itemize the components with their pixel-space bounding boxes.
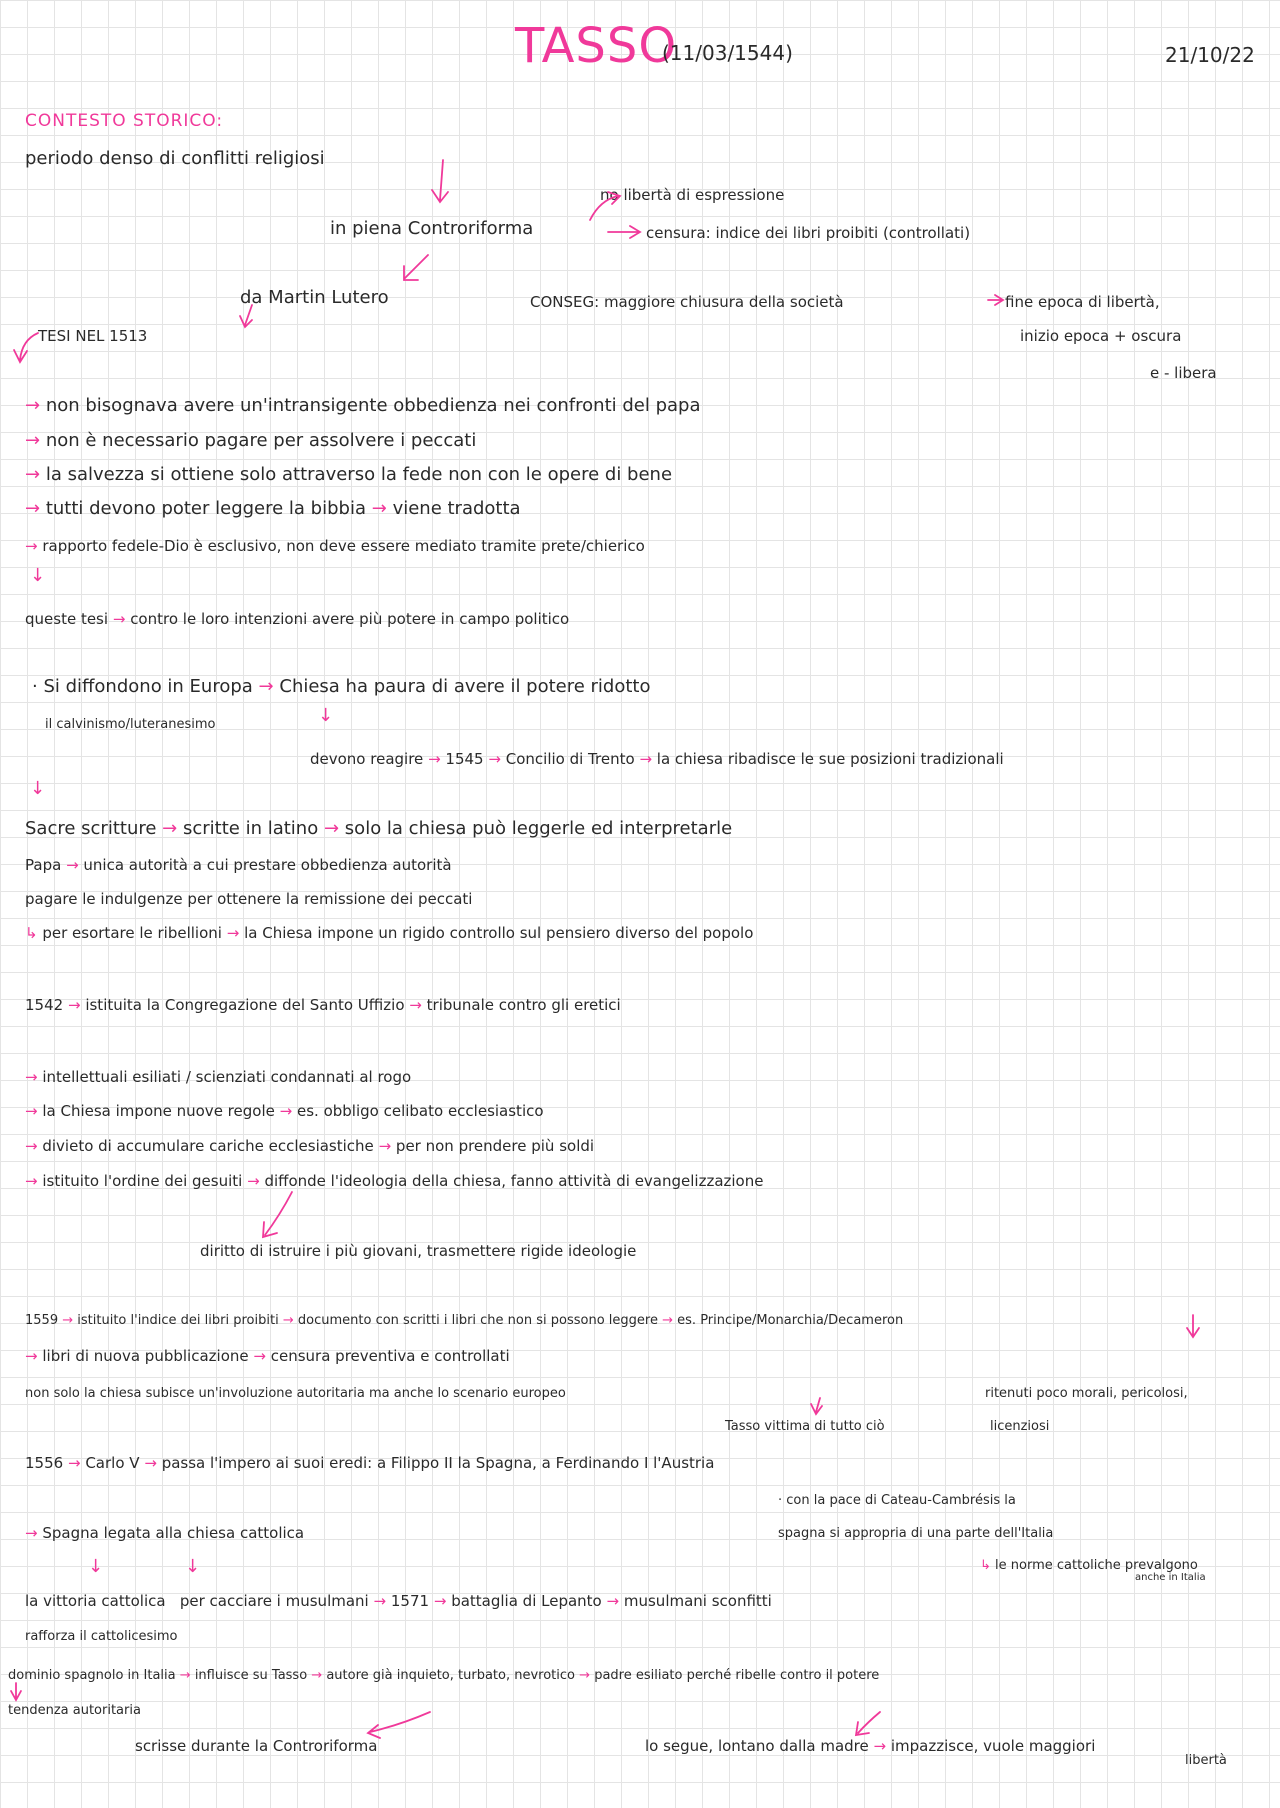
text-line: il calvinismo/luteranesimo: [45, 717, 216, 732]
text-line: scrisse durante la Controriforma: [135, 1737, 378, 1755]
bullet-line: → tutti devono poter leggere la bibbia → viene tradotta: [25, 498, 521, 519]
text-line: Tasso vittima di tutto ciò: [725, 1419, 885, 1434]
text-line: libertà: [1185, 1753, 1227, 1768]
down-arrow: ↓: [30, 565, 46, 586]
text-line: diritto di istruire i più giovani, trasmettere rigide ideologie: [200, 1242, 637, 1260]
note-date: 21/10/22: [1165, 43, 1255, 67]
text-line: inizio epoca + oscura: [1020, 327, 1182, 345]
text-line: devono reagire → 1545 → Concilio di Trento → la chiesa ribadisce le sue posizioni tradizionali: [310, 750, 1004, 768]
down-arrow: ↓: [88, 1556, 104, 1577]
text-line: dominio spagnolo in Italia → influisce su Tasso → autore già inquieto, turbato, nevrotico → padre esiliato perché ribelle contro il potere: [8, 1668, 880, 1683]
down-arrow: ↓: [318, 705, 334, 726]
bullet-line: → rapporto fedele-Dio è esclusivo, non deve essere mediato tramite prete/chierico: [25, 537, 645, 555]
text-line: · Si diffondono in Europa → Chiesa ha paura di avere il potere ridotto: [32, 676, 651, 697]
page-title: TASSO: [515, 18, 678, 74]
bullet-line: → non bisognava avere un'intransigente obbedienza nei confronti del papa: [25, 395, 701, 416]
bullet-line: → libri di nuova pubblicazione → censura preventiva e controllati: [25, 1347, 510, 1365]
text-line: no libertà di espressione: [600, 186, 785, 204]
text-line: rafforza il cattolicesimo: [25, 1629, 178, 1644]
bullet-line: → non è necessario pagare per assolvere i peccati: [25, 430, 477, 451]
bullet-line: → la salvezza si ottiene solo attraverso la fede non con le opere di bene: [25, 464, 673, 485]
bullet-line: → la Chiesa impone nuove regole → es. obbligo celibato ecclesiastico: [25, 1102, 544, 1120]
text-line: 1542 → istituita la Congregazione del Santo Uffizio → tribunale contro gli eretici: [25, 996, 621, 1014]
text-line: spagna si appropria di una parte dell'Italia: [778, 1526, 1054, 1541]
bullet-line: → Spagna legata alla chiesa cattolica: [25, 1524, 305, 1542]
text-line: licenziosi: [990, 1419, 1050, 1434]
text-line: · con la pace di Cateau-Cambrésis la: [778, 1493, 1016, 1508]
text-line: e - libera: [1150, 364, 1217, 382]
text-line: Sacre scritture → scritte in latino → solo la chiesa può leggerle ed interpretarle: [25, 818, 733, 839]
text-line: ↳ per esortare le ribellioni → la Chiesa impone un rigido controllo sul pensiero diverso del popolo: [25, 924, 754, 942]
text-line: queste tesi → contro le loro intenzioni avere più potere in campo politico: [25, 610, 570, 628]
text-line: anche in Italia: [1135, 1572, 1206, 1583]
text-line: ↳ le norme cattoliche prevalgono: [980, 1558, 1198, 1573]
text-line: censura: indice dei libri proibiti (controllati): [646, 224, 971, 242]
text-line: la vittoria cattolica per cacciare i musulmani → 1571 → battaglia di Lepanto → musulmani sconfitti: [25, 1592, 772, 1610]
text-line: non solo la chiesa subisce un'involuzione autoritaria ma anche lo scenario europeo: [25, 1386, 566, 1401]
text-line: periodo denso di conflitti religiosi: [25, 148, 325, 169]
birth-date: (11/03/1544): [662, 41, 793, 65]
text-line: pagare le indulgenze per ottenere la remissione dei peccati: [25, 890, 473, 908]
text-line: ritenuti poco morali, pericolosi,: [985, 1386, 1188, 1401]
bullet-line: → divieto di accumulare cariche ecclesiastiche → per non prendere più soldi: [25, 1137, 595, 1155]
text-line: tendenza autoritaria: [8, 1703, 141, 1718]
text-line: CONSEG: maggiore chiusura della società: [530, 293, 844, 311]
bullet-line: → intellettuali esiliati / scienziati condannati al rogo: [25, 1068, 412, 1086]
text-line: TESI NEL 1513: [38, 327, 148, 345]
down-arrow: ↓: [185, 1556, 201, 1577]
text-line: 1556 → Carlo V → passa l'impero ai suoi eredi: a Filippo II la Spagna, a Ferdinando I l'Austria: [25, 1454, 715, 1472]
text-line: 1559 → istituito l'indice dei libri proibiti → documento con scritti i libri che non si possono leggere → es. Principe/Monarchia/Decameron: [25, 1313, 904, 1328]
text-line: in piena Controriforma: [330, 218, 534, 239]
text-line: lo segue, lontano dalla madre → impazzisce, vuole maggiori: [645, 1737, 1096, 1755]
text-line: fine epoca di libertà,: [1005, 293, 1160, 311]
text-line: da Martin Lutero: [240, 287, 389, 308]
section-heading: CONTESTO STORICO:: [25, 111, 224, 131]
bullet-line: → istituito l'ordine dei gesuiti → diffonde l'ideologia della chiesa, fanno attività di evangelizzazione: [25, 1172, 764, 1190]
text-line: Papa → unica autorità a cui prestare obbedienza autorità: [25, 856, 452, 874]
down-arrow: ↓: [30, 778, 46, 799]
